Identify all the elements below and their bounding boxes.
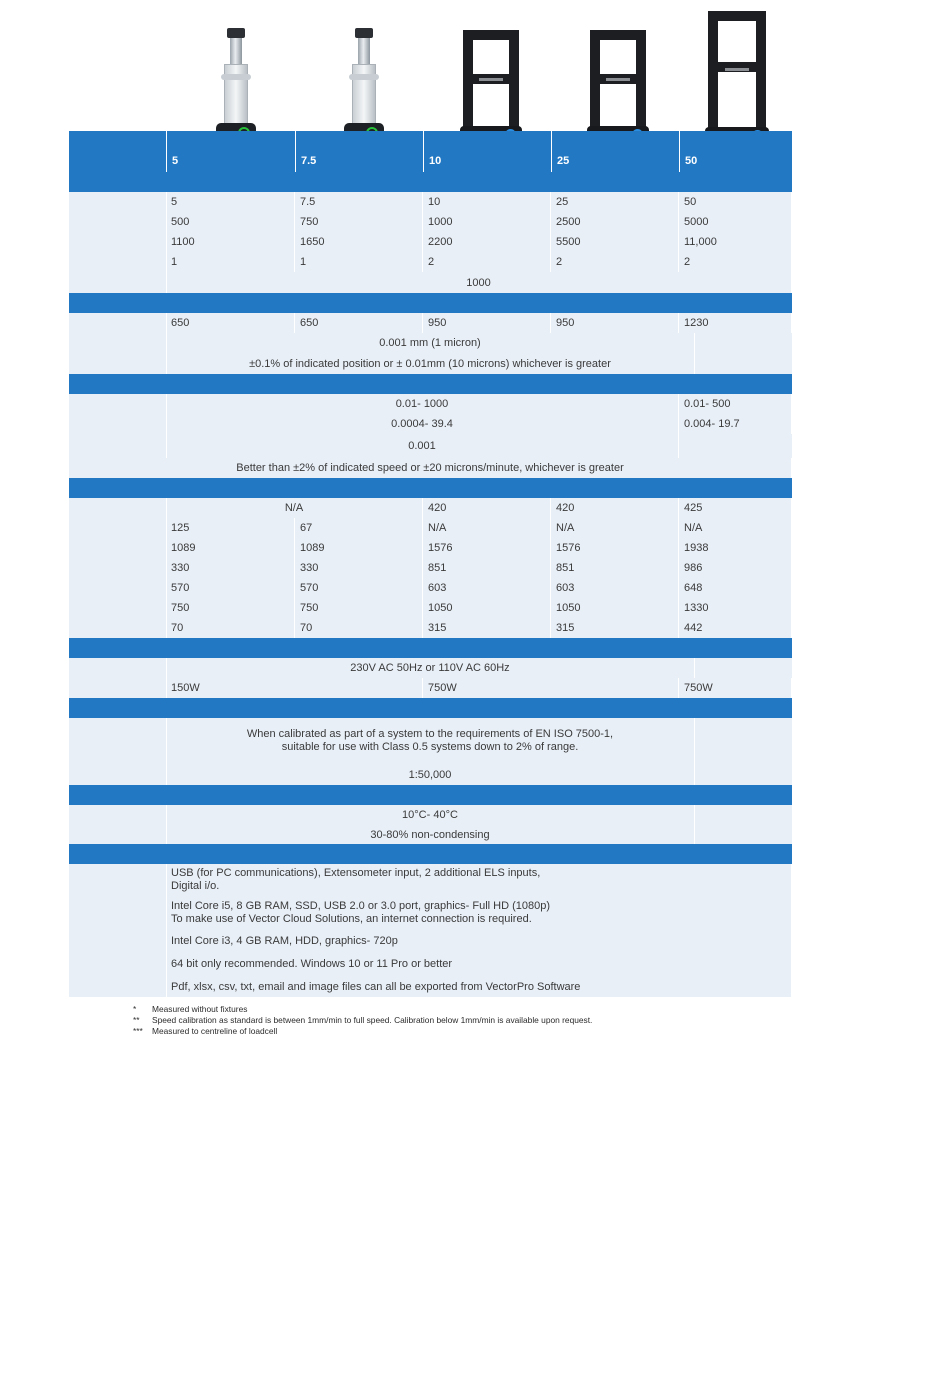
table-row: 1 1 2 2 2 <box>69 252 792 273</box>
table-row: 0.0004- 39.4 0.004- 19.7 <box>69 414 792 435</box>
model-header-7-5: 7.5 <box>301 155 317 167</box>
table-row: 0.001 mm (1 micron) <box>69 333 792 354</box>
table-row: 1:50,000 <box>69 764 792 786</box>
table-row: Intel Core i5, 8 GB RAM, SSD, USB 2.0 or 3.0 port, graphics- Full HD (1080p) To make use of Vector Cloud Solutions, an internet connection is required. <box>69 896 792 931</box>
section-bar <box>69 785 792 805</box>
section-bar <box>69 638 792 658</box>
table-row: 5 7.5 10 25 50 <box>69 192 792 213</box>
table-row: 125 67 N/A N/A N/A <box>69 518 792 539</box>
footnote-2: ** Speed calibration as standard is between 1mm/min to full speed. Calibration below 1mm/min is available upon request. <box>133 1015 593 1025</box>
machine-image-25 <box>587 30 649 146</box>
model-header-5: 5 <box>172 155 179 167</box>
model-header-10: 10 <box>429 155 442 167</box>
machine-image-7-5 <box>344 28 384 145</box>
model-header-50: 50 <box>685 155 698 167</box>
table-row: 64 bit only recommended. Windows 10 or 11 Pro or better <box>69 952 792 977</box>
section-bar <box>69 172 792 192</box>
table-row: 0.001 <box>69 434 792 459</box>
section-bar <box>69 293 792 313</box>
section-bar <box>69 844 792 864</box>
table-row: USB (for PC communications), Extensometer input, 2 additional ELS inputs, Digital i/o. <box>69 864 792 897</box>
machine-image-10 <box>460 30 522 146</box>
table-row: 0.01- 1000 0.01- 500 <box>69 394 792 415</box>
table-row: When calibrated as part of a system to the requirements of EN ISO 7500-1, suitable for use with Class 0.5 systems down to 2% of range. <box>69 718 792 765</box>
footnote-3: *** Measured to centreline of loadcell <box>133 1026 278 1036</box>
machine-image-5 <box>216 28 256 145</box>
model-header-25: 25 <box>557 155 570 167</box>
table-row: 1089 1089 1576 1576 1938 <box>69 538 792 559</box>
table-row: 150W 750W 750W <box>69 678 792 699</box>
section-bar <box>69 374 792 394</box>
table-row: 570 570 603 603 648 <box>69 578 792 599</box>
table-row: 330 330 851 851 986 <box>69 558 792 579</box>
table-row: Intel Core i3, 4 GB RAM, HDD, graphics- 720p <box>69 930 792 953</box>
table-row: 70 70 315 315 442 <box>69 618 792 639</box>
table-row: 500 750 1000 2500 5000 <box>69 212 792 233</box>
table-row: 1000 <box>69 272 792 294</box>
table-row: 1100 1650 2200 5500 11,000 <box>69 232 792 253</box>
table-row: N/A 420 420 425 <box>69 498 792 519</box>
section-bar <box>69 478 792 498</box>
section-bar <box>69 698 792 718</box>
table-row: 10°C- 40°C <box>69 805 792 826</box>
machine-image-50 <box>705 11 769 147</box>
table-row: Better than ±2% of indicated speed or ±20 microns/minute, whichever is greater <box>69 458 792 479</box>
table-row: 750 750 1050 1050 1330 <box>69 598 792 619</box>
table-row: ±0.1% of indicated position or ± 0.01mm (10 microns) whichever is greater <box>69 353 792 375</box>
table-row: 30-80% non-condensing <box>69 825 792 845</box>
footnote-1: * Measured without fixtures <box>133 1004 248 1014</box>
table-row: Pdf, xlsx, csv, txt, email and image files can all be exported from VectorPro Software <box>69 976 792 998</box>
model-header-row <box>69 131 792 172</box>
table-row: 230V AC 50Hz or 110V AC 60Hz <box>69 658 792 679</box>
table-row: 650 650 950 950 1230 <box>69 313 792 334</box>
